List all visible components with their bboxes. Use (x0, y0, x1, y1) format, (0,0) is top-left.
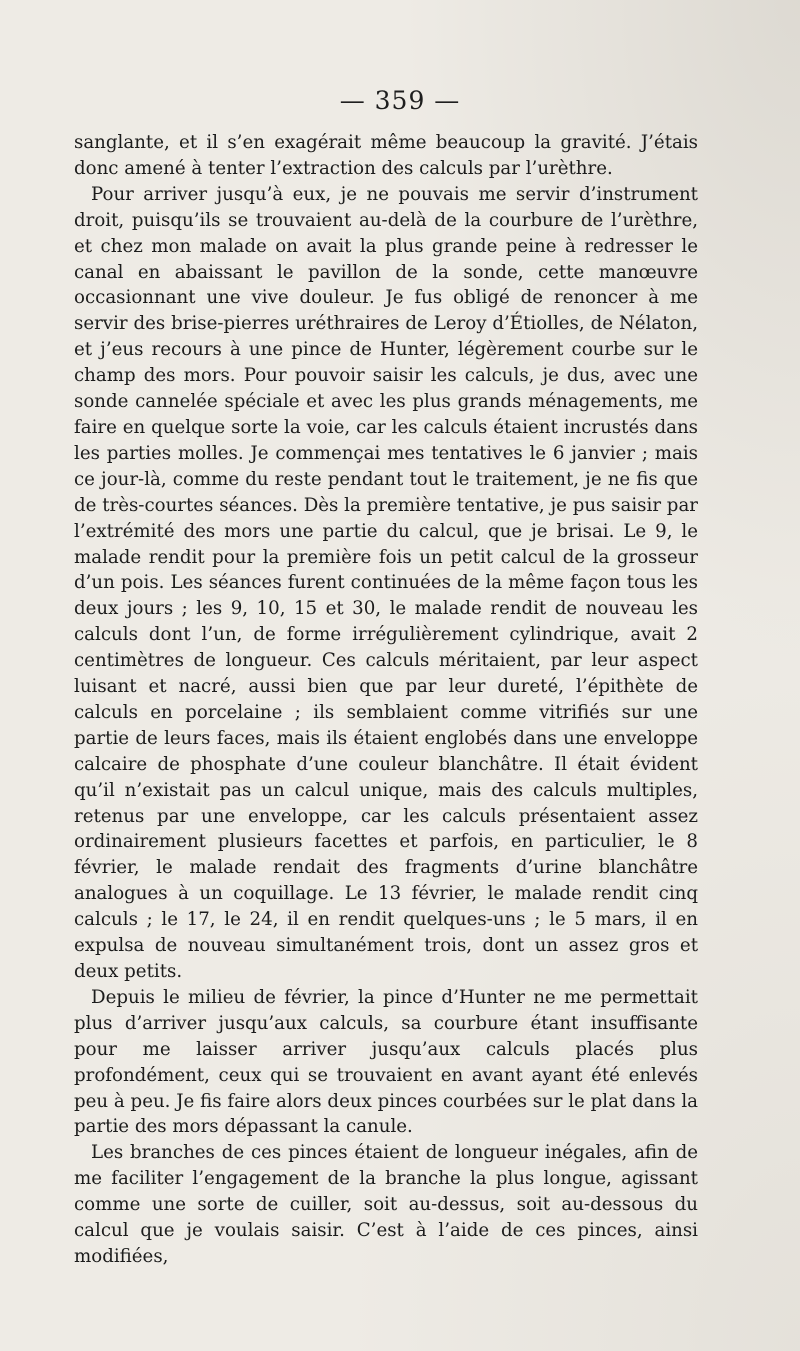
page-number: — 359 — (339, 86, 461, 115)
paragraph-extraction-procedure: Pour arriver jusqu’à eux, je ne pouvais me servir d’instrument droit, puisqu’ils se trouvaient au-delà de la courbure de l’urèthre, et chez mon malade on avait la plus grande peine à redresser le canal en abaissant le pavillon de la sonde, cette manœuvre occasionnant une vive douleur. Je fus obligé de renoncer à me servir des brise-pierres uréthraires de Leroy d’Étiolles, de Nélaton, et j’eus recours à une pince de Hunter, légèrement courbe sur le champ des mors. Pour pouvoir saisir les calculs, je dus, avec une sonde cannelée spéciale et avec les plus grands ménagements, me faire en quelque sorte la voie, car les calculs étaient incrustés dans les parties molles. Je commençai mes tentatives le 6 janvier ; mais ce jour-là, comme du reste pendant tout le traitement, je ne fis que de très-courtes séances. Dès la première tentative, je pus saisir par l’extrémité des mors une partie du calcul, que je brisai. Le 9, le malade rendit pour la première fois un petit calcul de la grosseur d’un pois. Les séances furent continuées de la même façon tous les deux jours ; les 9, 10, 15 et 30, le malade rendit de nouveau les calculs dont l’un, de forme irrégulièrement cylindrique, avait 2 centimètres de longueur. Ces calculs méritaient, par leur aspect luisant et nacré, aussi bien que par leur dureté, l’épithète de calculs en porcelaine ; ils semblaient comme vitrifiés sur une partie de leurs faces, mais ils étaient englobés dans une enveloppe calcaire de phosphate d’une couleur blanchâtre. Il était évident qu’il n’existait pas un calcul unique, mais des calculs multiples, retenus par une enveloppe, car les calculs présentaient assez ordinairement plusieurs facettes et parfois, en particulier, le 8 février, le malade rendait des fragments d’urine blanchâtre analogues à un coquillage. Le 13 février, le malade rendit cinq calculs ; le 17, le 24, il en rendit quelques-uns ; le 5 mars, il en expulsa de nouveau simultanément trois, dont un assez gros et deux petits. (74, 183, 698, 982)
paragraph-pince-branches: Les branches de ces pinces étaient de longueur inégales, afin de me faciliter l’engagement de la branche la plus longue, agissant comme une sorte de cuiller, soit au-dessus, soit au-dessous du calcul que je voulais saisir. C’est à l’aide de ces pinces, ainsi modifiées, (74, 1142, 698, 1267)
paragraph-continuation: sanglante, et il s’en exagérait même beaucoup la gravité. J’étais donc amené à tenter l’extraction des calculs par l’urèthre. (74, 132, 698, 179)
body-text (74, 130, 698, 1270)
paragraph-hunter-pince: Depuis le milieu de février, la pince d’Hunter ne me permettait plus d’arriver jusqu’aux calculs, sa courbure étant insuffisante pour me laisser arriver jusqu’aux calculs placés plus profondément, ceux qui se trouvaient en avant ayant été enlevés peu à peu. Je fis faire alors deux pinces courbées sur le plat dans la partie des mors dépassant la canule. (74, 986, 698, 1138)
